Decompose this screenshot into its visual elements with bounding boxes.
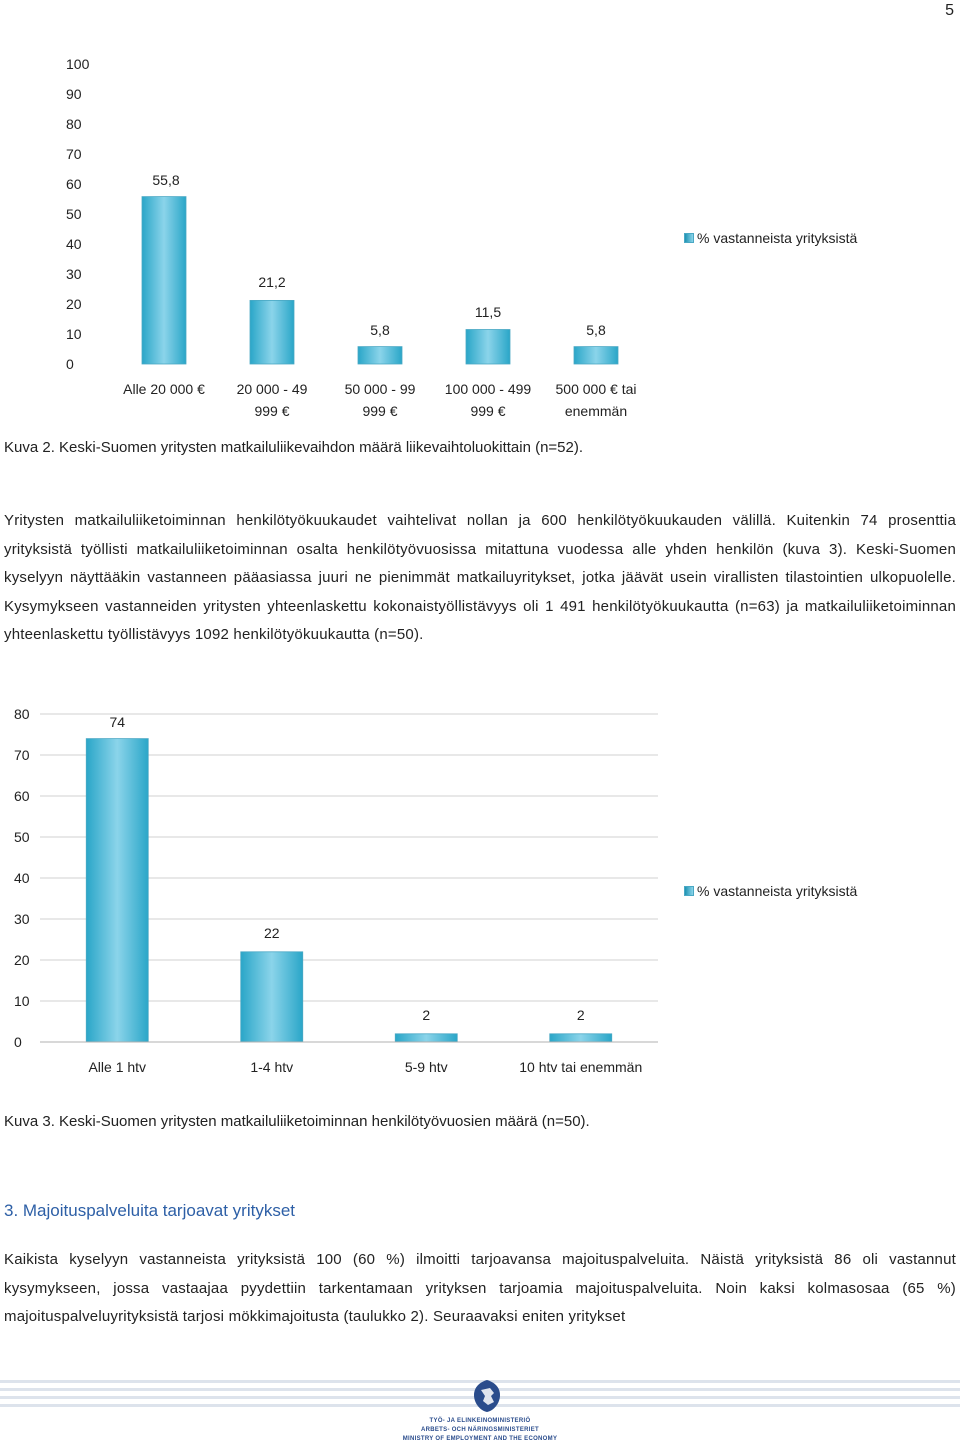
x-tick-label: 5-9 htv: [404, 1059, 448, 1075]
y-tick-label: 60: [14, 788, 30, 804]
paragraph-accommodation: Kaikista kyselyyn vastanneista yrityksistä 100 (60 %) ilmoitti tarjoavansa majoituspalveluita. Näistä yrityksistä 86 oli vastannut kysymykseen, jossa vastaajaa pyydettiin tarkentamaan yrityksen tarjoamia majoituspalveluita. Noin kaksi kolmasosaa (65 %) majoituspalveluyrityksistä tarjosi mökkimajoitusta (taulukko 2). Seuraavaksi eniten yritykset: [4, 1251, 956, 1325]
ministry-name-en: MINISTRY OF EMPLOYMENT AND THE ECONOMY: [402, 1436, 558, 1442]
paragraph-employment: Yritysten matkailuliiketoiminnan henkilötyökuukaudet vaihtelivat nollan ja 600 henkilötyökuukauden välillä. Kuitenkin 74 prosenttia yrityksistä työllisti matkailuliiketoiminnan osalta henkilötyövuosissa mitattuna vuodessa alle yhden henkilön (kuva 3). Keski-Suomen kyselyyn näyttääkin vastanneen pääasiassa juuri ne pienimmät matkailuyritykset, jotka jäävät usein virallisten tilastointien ulkopuolelle. Kysymykseen vastanneiden yritysten yhteenlaskettu kokonaistyöllistävyys oli 1 491 henkilötyökuukautta (n=63) ja matkailuliiketoiminnan yhteenlaskettu työllistävyys 1092 henkilötyökuukautta (n=50).: [4, 512, 956, 643]
bar: [574, 347, 618, 364]
y-tick-label: 20: [66, 296, 82, 312]
y-tick-label: 20: [14, 952, 30, 968]
y-tick-label: 0: [66, 356, 74, 372]
data-label: 21,2: [258, 274, 286, 290]
revenue-chart: [0, 50, 680, 430]
y-tick-label: 90: [66, 86, 82, 102]
y-tick-label: 40: [66, 236, 82, 252]
y-tick-label: 10: [66, 326, 82, 342]
y-tick-label: 80: [14, 706, 30, 722]
ministry-name-sv: ARBETS- OCH NÄRINGSMINISTERIET: [420, 1427, 539, 1433]
y-tick-label: 70: [14, 747, 30, 763]
legend-swatch: [684, 886, 694, 896]
bar: [550, 1034, 612, 1042]
caption-kuva-2: Kuva 2. Keski-Suomen yritysten matkailuliikevaihdon määrä liikevaihtoluokittain (n=52).: [4, 439, 584, 456]
legend-swatch: [684, 233, 694, 243]
data-label: 22: [263, 925, 280, 941]
data-label: 11,5: [474, 304, 502, 320]
x-tick-label: 20 000 - 49: [236, 381, 308, 397]
y-tick-label: 100: [66, 56, 90, 72]
x-tick-label: 10 htv tai enemmän: [519, 1059, 643, 1075]
x-tick-label: 500 000 € tai: [555, 381, 637, 397]
page-number: 5: [945, 2, 954, 19]
legend-label: % vastanneista yrityksistä: [697, 883, 858, 899]
y-tick-label: 50: [66, 206, 82, 222]
legend-label: % vastanneista yrityksistä: [697, 230, 858, 246]
x-tick-label: 50 000 - 99: [344, 381, 416, 397]
staff-chart: [0, 700, 680, 1090]
bar: [142, 197, 186, 364]
data-label: 5,8: [586, 322, 606, 338]
x-tick-label: 999 €: [254, 403, 290, 419]
y-tick-label: 70: [66, 146, 82, 162]
data-label: 55,8: [152, 172, 180, 188]
y-tick-label: 0: [14, 1034, 22, 1050]
x-tick-label: Alle 20 000 €: [123, 381, 205, 397]
y-tick-label: 40: [14, 870, 30, 886]
y-tick-label: 60: [66, 176, 82, 192]
x-tick-label: Alle 1 htv: [88, 1059, 147, 1075]
x-tick-label: 100 000 - 499: [444, 381, 532, 397]
staff-chart-legend: [684, 883, 857, 899]
y-tick-label: 30: [14, 911, 30, 927]
x-tick-label: 999 €: [470, 403, 506, 419]
data-label: 2: [422, 1007, 431, 1023]
x-tick-label: enemmän: [564, 403, 628, 419]
bar: [395, 1034, 457, 1042]
section-heading: 3. Majoituspalveluita tarjoavat yritykset: [4, 1201, 296, 1220]
bar: [250, 300, 294, 364]
x-tick-label: 999 €: [362, 403, 398, 419]
bar: [86, 739, 148, 1042]
y-tick-label: 10: [14, 993, 30, 1009]
revenue-chart-legend: [684, 230, 857, 246]
caption-kuva-3: Kuva 3. Keski-Suomen yritysten matkailuliiketoiminnan henkilötyövuosien määrä (n=50).: [4, 1113, 590, 1130]
y-tick-label: 80: [66, 116, 82, 132]
staff-chart-svg: [0, 700, 680, 1090]
finnish-lion-logo-icon: [470, 1378, 504, 1414]
bar: [241, 952, 303, 1042]
x-tick-label: 1-4 htv: [250, 1059, 294, 1075]
y-tick-label: 30: [66, 266, 82, 282]
y-tick-label: 50: [14, 829, 30, 845]
data-label: 74: [109, 714, 126, 730]
data-label: 2: [576, 1007, 585, 1023]
data-label: 5,8: [370, 322, 390, 338]
bar: [358, 347, 402, 364]
bar: [466, 330, 510, 365]
revenue-chart-svg: [0, 50, 680, 430]
ministry-name-fi: TYÖ- JA ELINKEINOMINISTERIÖ: [429, 1418, 531, 1424]
